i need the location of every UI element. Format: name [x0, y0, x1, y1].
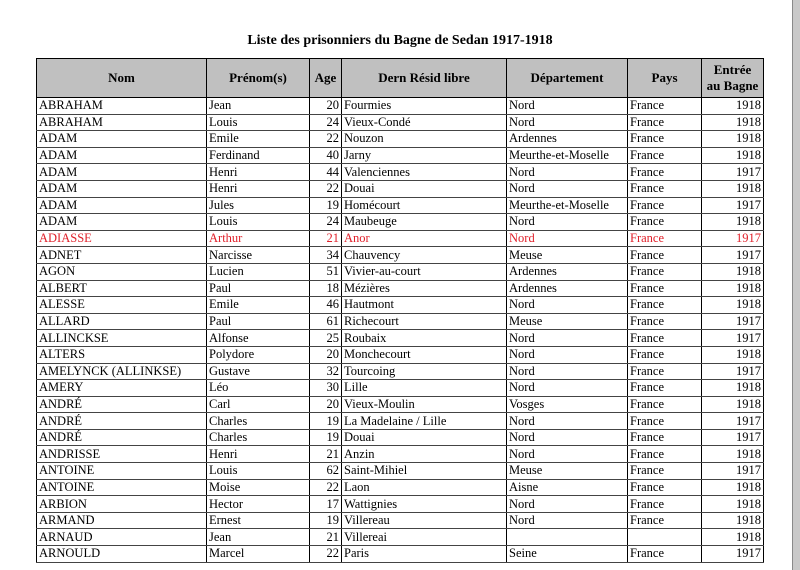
cell-residence: Douai: [342, 429, 507, 446]
cell-departement: Nord: [507, 214, 628, 231]
cell-pays: France: [628, 546, 702, 563]
table-row: [37, 380, 764, 397]
cell-prenom: Hector: [207, 496, 310, 513]
table-row: [37, 197, 764, 214]
cell-nom: ANDRÉ: [37, 429, 207, 446]
cell-prenom: Lucien: [207, 263, 310, 280]
cell-prenom: Emile: [207, 131, 310, 148]
cell-departement: Nord: [507, 114, 628, 131]
cell-entree: 1918: [702, 98, 764, 115]
cell-pays: France: [628, 114, 702, 131]
cell-prenom: Gustave: [207, 363, 310, 380]
table-row: [37, 131, 764, 148]
cell-nom: ANDRÉ: [37, 413, 207, 430]
cell-age: 20: [310, 98, 342, 115]
cell-age: 21: [310, 529, 342, 546]
cell-prenom: Henri: [207, 164, 310, 181]
table-row: [37, 529, 764, 546]
cell-residence: Mézières: [342, 280, 507, 297]
cell-age: 21: [310, 446, 342, 463]
cell-prenom: Ferdinand: [207, 147, 310, 164]
cell-prenom: Charles: [207, 429, 310, 446]
header-residence: Dern Résid libre: [342, 59, 507, 98]
cell-nom: ARBION: [37, 496, 207, 513]
cell-nom: ABRAHAM: [37, 98, 207, 115]
cell-nom: ARMAND: [37, 512, 207, 529]
table-row: [37, 247, 764, 264]
cell-pays: France: [628, 463, 702, 480]
cell-age: 32: [310, 363, 342, 380]
cell-residence: Vivier-au-court: [342, 263, 507, 280]
cell-entree: 1918: [702, 529, 764, 546]
cell-nom: ADAM: [37, 214, 207, 231]
cell-age: 18: [310, 280, 342, 297]
table-row: [37, 330, 764, 347]
cell-pays: [628, 529, 702, 546]
cell-nom: ABRAHAM: [37, 114, 207, 131]
cell-prenom: Emile: [207, 297, 310, 314]
cell-prenom: Narcisse: [207, 247, 310, 264]
cell-age: 22: [310, 180, 342, 197]
table-row: [37, 546, 764, 563]
cell-entree: 1918: [702, 280, 764, 297]
cell-departement: Vosges: [507, 396, 628, 413]
cell-pays: France: [628, 496, 702, 513]
cell-age: 51: [310, 263, 342, 280]
table-row: [37, 363, 764, 380]
table-row: [37, 463, 764, 480]
cell-age: 22: [310, 479, 342, 496]
cell-residence: Fourmies: [342, 98, 507, 115]
cell-nom: ADAM: [37, 147, 207, 164]
cell-age: 19: [310, 413, 342, 430]
cell-nom: ANTOINE: [37, 463, 207, 480]
cell-age: 24: [310, 114, 342, 131]
cell-residence: Villereai: [342, 529, 507, 546]
table-body: [37, 98, 764, 563]
table-row: [37, 147, 764, 164]
cell-nom: ALESSE: [37, 297, 207, 314]
cell-entree: 1918: [702, 496, 764, 513]
cell-departement: Nord: [507, 496, 628, 513]
cell-pays: France: [628, 197, 702, 214]
cell-residence: Maubeuge: [342, 214, 507, 231]
cell-prenom: Paul: [207, 313, 310, 330]
cell-residence: Jarny: [342, 147, 507, 164]
cell-departement: Nord: [507, 180, 628, 197]
cell-departement: Nord: [507, 330, 628, 347]
cell-age: 34: [310, 247, 342, 264]
cell-nom: ADAM: [37, 131, 207, 148]
cell-prenom: Arthur: [207, 230, 310, 247]
table-row: [37, 446, 764, 463]
cell-departement: Ardennes: [507, 280, 628, 297]
cell-entree: 1917: [702, 363, 764, 380]
cell-nom: ADAM: [37, 197, 207, 214]
cell-pays: France: [628, 131, 702, 148]
header-pays: Pays: [628, 59, 702, 98]
document-title: Liste des prisonniers du Bagne de Sedan 1917-1918: [247, 33, 553, 48]
cell-departement: Nord: [507, 363, 628, 380]
cell-pays: France: [628, 429, 702, 446]
table-row: [37, 413, 764, 430]
cell-pays: France: [628, 446, 702, 463]
table-row: [37, 180, 764, 197]
table-row: [37, 214, 764, 231]
cell-age: 17: [310, 496, 342, 513]
cell-entree: 1918: [702, 114, 764, 131]
cell-age: 22: [310, 546, 342, 563]
cell-entree: 1918: [702, 396, 764, 413]
table-row: [37, 98, 764, 115]
cell-departement: Nord: [507, 446, 628, 463]
cell-residence: Douai: [342, 180, 507, 197]
cell-entree: 1918: [702, 479, 764, 496]
cell-nom: AMELYNCK (ALLINKSE): [37, 363, 207, 380]
cell-nom: AGON: [37, 263, 207, 280]
cell-pays: France: [628, 330, 702, 347]
cell-departement: Nord: [507, 429, 628, 446]
cell-departement: Nord: [507, 230, 628, 247]
cell-pays: France: [628, 396, 702, 413]
cell-nom: ARNAUD: [37, 529, 207, 546]
cell-age: 20: [310, 346, 342, 363]
cell-residence: Vieux-Moulin: [342, 396, 507, 413]
cell-nom: ALBERT: [37, 280, 207, 297]
cell-prenom: Moise: [207, 479, 310, 496]
table-row: [37, 429, 764, 446]
cell-residence: Paris: [342, 546, 507, 563]
cell-residence: Tourcoing: [342, 363, 507, 380]
header-prenom: Prénom(s): [207, 59, 310, 98]
cell-nom: ADAM: [37, 180, 207, 197]
cell-pays: France: [628, 147, 702, 164]
cell-departement: Aisne: [507, 479, 628, 496]
cell-entree: 1917: [702, 313, 764, 330]
cell-entree: 1918: [702, 180, 764, 197]
cell-departement: Meuse: [507, 247, 628, 264]
table-header-row: [37, 59, 764, 98]
cell-pays: France: [628, 380, 702, 397]
cell-nom: ANDRÉ: [37, 396, 207, 413]
cell-age: 20: [310, 396, 342, 413]
table-row: [37, 164, 764, 181]
cell-prenom: Polydore: [207, 346, 310, 363]
table-row: [37, 297, 764, 314]
table-row: [37, 230, 764, 247]
cell-residence: Villereau: [342, 512, 507, 529]
table-row: [37, 512, 764, 529]
table-row: [37, 313, 764, 330]
cell-residence: Wattignies: [342, 496, 507, 513]
cell-pays: France: [628, 247, 702, 264]
cell-entree: 1918: [702, 346, 764, 363]
header-nom: Nom: [37, 59, 207, 98]
cell-prenom: Louis: [207, 214, 310, 231]
cell-entree: 1918: [702, 446, 764, 463]
cell-pays: France: [628, 479, 702, 496]
cell-prenom: Louis: [207, 463, 310, 480]
cell-pays: France: [628, 164, 702, 181]
cell-age: 19: [310, 429, 342, 446]
cell-nom: ALTERS: [37, 346, 207, 363]
cell-prenom: Léo: [207, 380, 310, 397]
cell-nom: ADNET: [37, 247, 207, 264]
cell-pays: France: [628, 230, 702, 247]
cell-departement: Nord: [507, 380, 628, 397]
cell-prenom: Alfonse: [207, 330, 310, 347]
cell-nom: ALLINCKSE: [37, 330, 207, 347]
cell-age: 25: [310, 330, 342, 347]
cell-prenom: Henri: [207, 180, 310, 197]
cell-age: 46: [310, 297, 342, 314]
table-row: [37, 479, 764, 496]
cell-pays: France: [628, 297, 702, 314]
cell-departement: Meurthe-et-Moselle: [507, 147, 628, 164]
cell-entree: 1917: [702, 330, 764, 347]
cell-departement: [507, 529, 628, 546]
table-row: [37, 263, 764, 280]
table-row: [37, 346, 764, 363]
header-age: Age: [310, 59, 342, 98]
cell-pays: France: [628, 413, 702, 430]
cell-residence: Roubaix: [342, 330, 507, 347]
cell-entree: 1918: [702, 214, 764, 231]
cell-prenom: Paul: [207, 280, 310, 297]
cell-residence: Homécourt: [342, 197, 507, 214]
cell-residence: La Madelaine / Lille: [342, 413, 507, 430]
cell-departement: Nord: [507, 297, 628, 314]
cell-departement: Meuse: [507, 463, 628, 480]
header-entree-line2: au Bagne: [706, 78, 759, 93]
cell-residence: Chauvency: [342, 247, 507, 264]
cell-prenom: Carl: [207, 396, 310, 413]
cell-entree: 1918: [702, 147, 764, 164]
cell-pays: France: [628, 363, 702, 380]
cell-entree: 1917: [702, 247, 764, 264]
cell-prenom: Louis: [207, 114, 310, 131]
cell-pays: France: [628, 280, 702, 297]
cell-residence: Anzin: [342, 446, 507, 463]
cell-departement: Seine: [507, 546, 628, 563]
cell-departement: Nord: [507, 98, 628, 115]
cell-residence: Monchecourt: [342, 346, 507, 363]
cell-entree: 1918: [702, 380, 764, 397]
cell-residence: Anor: [342, 230, 507, 247]
cell-age: 22: [310, 131, 342, 148]
cell-residence: Valenciennes: [342, 164, 507, 181]
cell-entree: 1917: [702, 197, 764, 214]
cell-nom: AMERY: [37, 380, 207, 397]
cell-departement: Nord: [507, 413, 628, 430]
cell-prenom: Jean: [207, 529, 310, 546]
cell-residence: Nouzon: [342, 131, 507, 148]
cell-pays: France: [628, 263, 702, 280]
table-row: [37, 114, 764, 131]
cell-pays: France: [628, 98, 702, 115]
cell-residence: Saint-Mihiel: [342, 463, 507, 480]
cell-pays: France: [628, 214, 702, 231]
cell-departement: Meuse: [507, 313, 628, 330]
page-edge: [793, 0, 800, 570]
cell-departement: Ardennes: [507, 131, 628, 148]
cell-nom: ARNOULD: [37, 546, 207, 563]
cell-pays: France: [628, 313, 702, 330]
cell-departement: Nord: [507, 164, 628, 181]
cell-age: 30: [310, 380, 342, 397]
cell-prenom: Jean: [207, 98, 310, 115]
cell-entree: 1917: [702, 413, 764, 430]
cell-nom: ANDRISSE: [37, 446, 207, 463]
cell-age: 40: [310, 147, 342, 164]
cell-departement: Nord: [507, 512, 628, 529]
cell-age: 19: [310, 512, 342, 529]
cell-prenom: Henri: [207, 446, 310, 463]
table-row: [37, 496, 764, 513]
cell-residence: Vieux-Condé: [342, 114, 507, 131]
cell-departement: Ardennes: [507, 263, 628, 280]
cell-pays: France: [628, 512, 702, 529]
header-entree-line1: Entrée: [713, 62, 752, 77]
cell-entree: 1918: [702, 512, 764, 529]
cell-entree: 1917: [702, 164, 764, 181]
cell-age: 21: [310, 230, 342, 247]
table-row: [37, 396, 764, 413]
prisoners-table: [36, 58, 764, 563]
cell-residence: Richecourt: [342, 313, 507, 330]
cell-residence: Hautmont: [342, 297, 507, 314]
cell-pays: France: [628, 346, 702, 363]
table-row: [37, 280, 764, 297]
header-departement: Département: [507, 59, 628, 98]
cell-age: 19: [310, 197, 342, 214]
cell-residence: Laon: [342, 479, 507, 496]
cell-pays: France: [628, 180, 702, 197]
cell-prenom: Charles: [207, 413, 310, 430]
cell-departement: Meurthe-et-Moselle: [507, 197, 628, 214]
cell-prenom: Ernest: [207, 512, 310, 529]
cell-age: 61: [310, 313, 342, 330]
cell-entree: 1918: [702, 131, 764, 148]
cell-entree: 1917: [702, 546, 764, 563]
cell-departement: Nord: [507, 346, 628, 363]
cell-prenom: Marcel: [207, 546, 310, 563]
cell-age: 62: [310, 463, 342, 480]
cell-nom: ANTOINE: [37, 479, 207, 496]
cell-entree: 1917: [702, 429, 764, 446]
cell-entree: 1918: [702, 297, 764, 314]
cell-entree: 1918: [702, 263, 764, 280]
cell-entree: 1917: [702, 463, 764, 480]
cell-age: 44: [310, 164, 342, 181]
cell-residence: Lille: [342, 380, 507, 397]
header-entree: [702, 59, 764, 98]
cell-entree: 1917: [702, 230, 764, 247]
cell-nom: ADIASSE: [37, 230, 207, 247]
cell-age: 24: [310, 214, 342, 231]
cell-prenom: Jules: [207, 197, 310, 214]
cell-nom: ALLARD: [37, 313, 207, 330]
cell-nom: ADAM: [37, 164, 207, 181]
